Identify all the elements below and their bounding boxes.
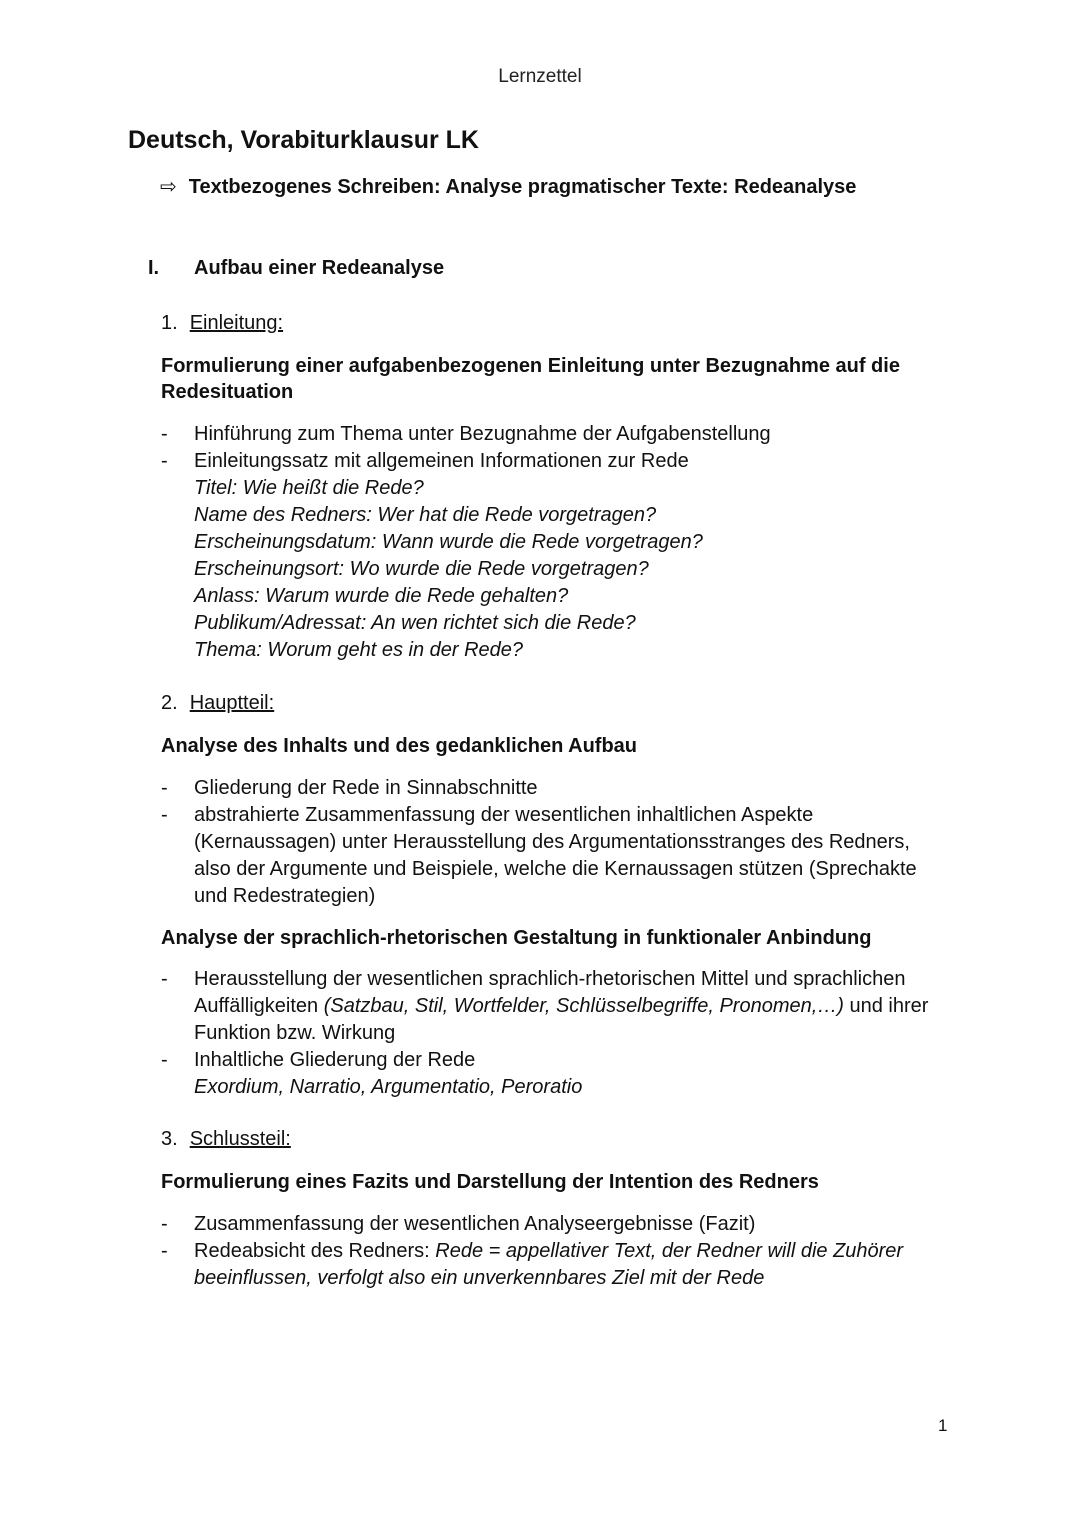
list-item: - Inhaltliche Gliederung der Rede — [161, 1049, 476, 1071]
part-hauptteil — [161, 692, 274, 715]
document-title: Deutsch, Vorabiturklausur LK — [128, 126, 479, 154]
part-label: Hauptteil: — [189, 692, 275, 714]
question-line: Name des Redners: Wer hat die Rede vorgetragen? — [194, 504, 657, 526]
schlussteil-list — [161, 1211, 951, 1292]
hauptteil-list-inhalt — [161, 775, 951, 910]
list-item-text: Hinführung zum Thema unter Bezugnahme der Aufgabenstellung — [194, 423, 771, 445]
list-item-sub: Exordium, Narratio, Argumentatio, Peroratio — [194, 1076, 583, 1098]
question-line: Erscheinungsdatum: Wann wurde die Rede vorgetragen? — [194, 531, 703, 553]
list-item: - Hinführung zum Thema unter Bezugnahme der Aufgabenstellung — [161, 423, 771, 445]
list-item: - Redeabsicht des Redners: Rede = appellativer Text, der Redner will die Zuhörer beeinflussen, verfolgt also ein unverkennbares Ziel mit der Rede — [161, 1240, 904, 1289]
question-line: Erscheinungsort: Wo wurde die Rede vorgetragen? — [194, 558, 649, 580]
question-line: Thema: Worum geht es in der Rede? — [194, 639, 524, 661]
question-line: Titel: Wie heißt die Rede? — [194, 477, 424, 499]
list-item: - Zusammenfassung der wesentlichen Analyseergebnisse (Fazit) — [161, 1213, 756, 1235]
list-item-text: Gliederung der Rede in Sinnabschnitte — [194, 777, 538, 799]
part-number: 2. — [161, 692, 178, 714]
part-number: 1. — [161, 312, 178, 334]
einleitung-heading: Formulierung einer aufgabenbezogenen Einleitung unter Bezugnahme auf die Redesituation — [161, 355, 900, 403]
section-number: I. — [148, 257, 160, 279]
schlussteil-heading: Formulierung eines Fazits und Darstellung der Intention des Redners — [161, 1171, 819, 1193]
section-title: Aufbau einer Redeanalyse — [194, 257, 445, 279]
part-label: Einleitung: — [189, 312, 284, 334]
part-label: Schlussteil: — [189, 1128, 291, 1150]
page-header: Lernzettel — [498, 66, 582, 87]
list-item-text: Redeabsicht des Redners: — [194, 1240, 436, 1262]
list-item-text: Inhaltliche Gliederung der Rede — [194, 1049, 476, 1071]
list-item: - abstrahierte Zusammenfassung der wesentlichen inhaltlichen Aspekte (Kernaussagen) unter Herausstellung des Argumentationsstranges des Redners, also der Argumente und Beispiele, welche die Kernaussagen stützen (Sprechakte und Redestrategien) — [161, 804, 917, 907]
part-number: 3. — [161, 1128, 178, 1150]
page-number: 1 — [938, 1416, 948, 1435]
einleitung-list — [161, 421, 951, 664]
list-item: - Einleitungssatz mit allgemeinen Informationen zur Rede — [161, 450, 689, 472]
list-item: - Gliederung der Rede in Sinnabschnitte — [161, 777, 538, 799]
list-item-text: und ihrer Funktion bzw. Wirkung — [194, 995, 929, 1044]
list-item-italic: (Satzbau, Stil, Wortfelder, Schlüsselbegriffe, Pronomen,…) — [323, 995, 844, 1017]
part-einleitung — [161, 312, 283, 335]
question-line: Publikum/Adressat: An wen richtet sich die Rede? — [194, 612, 636, 634]
subtitle-text: Textbezogenes Schreiben: Analyse pragmatischer Texte: Redeanalyse — [188, 176, 857, 198]
question-line: Anlass: Warum wurde die Rede gehalten? — [194, 585, 569, 607]
hauptteil-list-sprache — [161, 966, 951, 1101]
list-item-text: abstrahierte Zusammenfassung der wesentlichen inhaltlichen Aspekte (Kernaussagen) unter Herausstellung des Argumentationsstranges des Redners, also der Argumente und Beispiele, welche die Kernaussagen stützen (Sprechakte und Redestrategien) — [194, 804, 917, 907]
document-subtitle — [160, 174, 856, 199]
list-item-text: Einleitungssatz mit allgemeinen Informationen zur Rede — [194, 450, 689, 472]
list-item-text: Herausstellung der wesentlichen sprachlich-rhetorischen Mittel und sprachlichen Auffälligkeiten — [194, 968, 906, 1017]
hauptteil-heading-sprache: Analyse der sprachlich-rhetorischen Gestaltung in funktionaler Anbindung — [161, 927, 872, 949]
list-item-italic: Rede = appellativer Text, der Redner will die Zuhörer beeinflussen, verfolgt also ein unverkennbares Ziel mit der Rede — [194, 1240, 904, 1289]
list-item: - Herausstellung der wesentlichen sprachlich-rhetorischen Mittel und sprachlichen Auffälligkeiten (Satzbau, Stil, Wortfelder, Schlüsselbegriffe, Pronomen,…) und ihrer Funktion bzw. Wirkung — [161, 968, 929, 1044]
list-item-text: Zusammenfassung der wesentlichen Analyseergebnisse (Fazit) — [194, 1213, 756, 1235]
part-schlussteil — [161, 1128, 291, 1151]
arrow-right-icon: ⇨ — [160, 176, 177, 198]
hauptteil-heading-inhalt: Analyse des Inhalts und des gedanklichen Aufbau — [161, 735, 638, 757]
